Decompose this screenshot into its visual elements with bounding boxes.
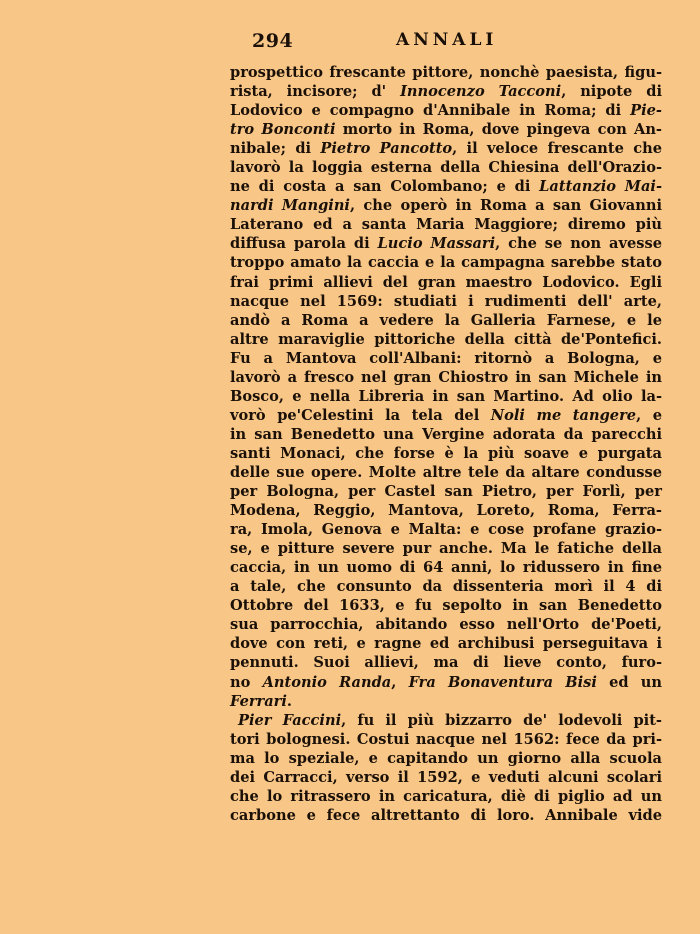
text-segment: santi Monaci, che forse è la più soave e purgata [230,444,662,462]
italic-name: Lattanzio Mai- [539,178,662,196]
text-line [230,634,662,653]
text-line [230,101,662,120]
text-line [230,234,662,253]
text-line [230,406,662,425]
text-line [230,63,662,82]
text-line [230,615,662,634]
italic-name: Lucio Massari [377,235,496,253]
text-segment: prospettico frescante pittore, nonchè paesista, figu- [230,64,662,81]
italic-name: Pier Faccini [238,711,342,729]
italic-name: Ferrari [230,692,287,710]
text-segment: ma lo speziale, e capitando un giorno alla scuola [230,749,662,767]
text-segment: tori bolognesi. Costui nacque nel 1562: fece da pri- [230,730,662,748]
text-line [230,539,662,558]
text-segment: lavorò la loggia esterna della Chiesina dell'Orazio- [230,159,662,177]
text-line [230,349,662,368]
text-segment: morto in Roma, dove pingeva con An- [335,121,662,139]
text-segment: diffusa parola di [230,235,378,253]
text-segment: dove con reti, e ragne ed archibusi perseguitava i [230,635,662,653]
text-segment: andò a Roma a vedere la Galleria Farnese, e le [230,311,662,329]
text-segment: lavorò a fresco nel gran Chiostro in san Michele in [230,368,662,386]
text-line [230,730,662,749]
italic-name: Noli me tangere [490,406,637,424]
text-line [230,787,662,806]
text-segment: Ottobre del 1633, e fu sepolto in san Benedetto [230,597,662,615]
text-line [230,330,662,349]
text-segment: no [230,673,263,691]
italic-name: Pietro Pancotto [320,140,453,158]
text-line [230,292,662,311]
text-line [230,253,662,272]
text-segment: ra, Imola, Genova e Malta: e cose profane grazio- [230,521,662,539]
text-segment: , e [636,406,662,424]
text-line [230,273,662,292]
text-segment: rista, incisore; d' [230,83,401,101]
text-line [230,311,662,330]
text-segment: Laterano ed a santa Maria Maggiore; diremo più [230,216,662,234]
text-line [230,444,662,463]
text-segment: delle sue opere. Molte altre tele da altare condusse [230,463,662,481]
page-header [230,30,662,54]
italic-name: Pie- [630,102,662,120]
text-segment: caccia, in un uomo di 64 anni, lo ridussero in fine [230,559,662,577]
text-segment: , che operò in Roma a san Giovanni [349,197,662,215]
text-line [230,368,662,387]
text-line [230,806,662,825]
text-segment: frai primi allievi del gran maestro Lodovico. Egli [230,273,662,291]
text-line [230,596,662,615]
text-line [230,387,662,406]
text-segment: Bosco, e nella Libreria in san Martino. Ad olio la- [230,387,662,405]
text-line [230,177,662,196]
text-segment: Fu a Mantova coll'Albani: ritornò a Bologna, e [230,349,662,367]
italic-name: Innocenzo Tacconi [400,83,562,101]
text-segment: Lodovico e compagno d'Annibale in Roma; di [230,102,631,120]
text-line [230,520,662,539]
text-segment: , che se non avesse [495,235,662,253]
text-line [230,120,662,139]
text-segment: carbone e fece altrettanto di loro. Annibale vide [230,806,662,824]
text-segment: pennuti. Suoi allievi, ma di lieve conto, furo- [230,654,662,672]
text-segment: . [286,692,293,710]
text-segment: , il veloce frescante che [452,140,663,158]
text-line [230,558,662,577]
italic-name: Antonio Randa [262,673,392,691]
text-line [230,768,662,787]
text-segment: a tale, che consunto da dissenteria morì il 4 di [230,578,662,596]
text-line [230,673,662,692]
text-segment: nacque nel 1569: studiati i rudimenti dell' arte, [230,292,662,310]
page-number: 294 [252,30,294,52]
text-line [230,139,662,158]
text-line [230,196,662,215]
text-line [230,711,662,730]
text-segment: , [391,673,409,691]
text-line [230,425,662,444]
text-segment: troppo amato la caccia e la campagna sarebbe stato [230,254,662,272]
text-segment: Modena, Reggio, Mantova, Loreto, Roma, Ferra- [230,502,662,520]
italic-name: tro Bonconti [230,121,336,139]
text-line [230,482,662,501]
text-line [230,82,662,101]
text-line [230,577,662,596]
body-text [230,63,662,825]
text-segment: ne di costa a san Colombano; e di [230,178,540,196]
text-line [230,463,662,482]
text-line [230,653,662,672]
text-line [230,158,662,177]
text-segment: altre maraviglie pittoriche della città de'Pontefici. [230,330,662,348]
text-segment: nibale; di [230,140,321,158]
text-segment: , nipote di [561,83,662,101]
text-line [230,749,662,768]
text-segment: per Bologna, per Castel san Pietro, per Forlì, per [230,483,662,501]
italic-name: Fra Bonaventura Bisi [408,673,597,691]
text-line [230,501,662,520]
italic-name: nardi Mangini [230,197,350,215]
text-segment: dei Carracci, verso il 1592, e veduti alcuni scolari [230,768,662,786]
text-segment: se, e pitture severe pur anche. Ma le fatiche della [230,540,662,558]
text-segment: sua parrocchia, abitando esso nell'Orto de'Poeti, [230,616,662,634]
text-segment: ed un [596,673,662,691]
text-segment: , fu il più bizzarro de' lodevoli pit- [341,711,662,729]
text-line [230,215,662,234]
running-title: ANNALI [396,30,498,50]
text-segment: vorò pe'Celestini la tela del [230,406,491,424]
text-segment: in san Benedetto una Vergine adorata da parecchi [230,425,662,443]
text-line [230,692,662,711]
text-segment: che lo ritrassero in caricatura, diè di piglio ad un [230,787,662,805]
